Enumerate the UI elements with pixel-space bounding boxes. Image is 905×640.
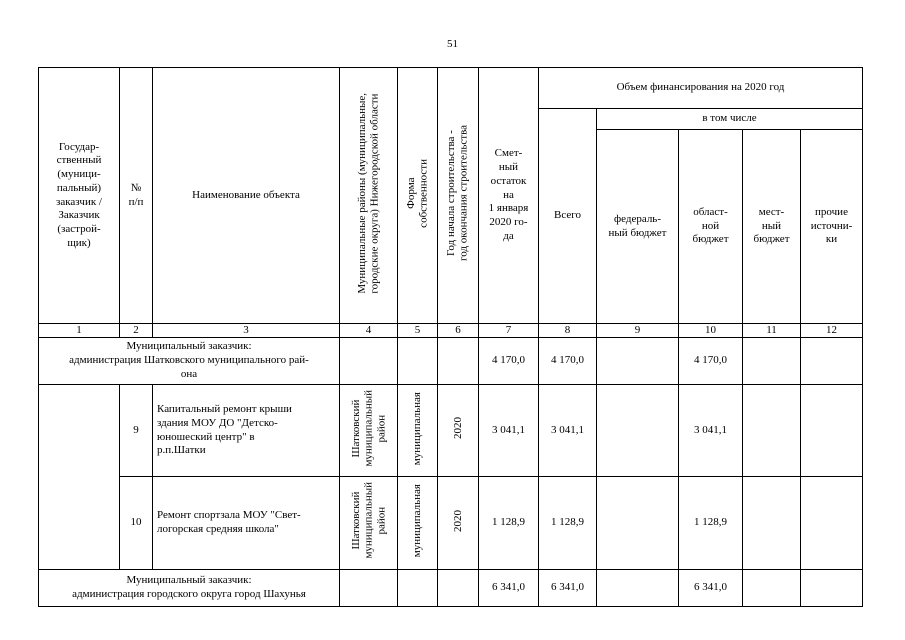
col-index: 2 [120, 324, 153, 338]
row-remainder: 1 128,9 [479, 477, 539, 570]
row-year: 2020 [438, 385, 479, 477]
group-remainder: 4 170,0 [479, 338, 539, 385]
row-local [743, 477, 801, 570]
group-other [801, 570, 863, 607]
row-total: 1 128,9 [539, 477, 597, 570]
row-year: 2020 [438, 477, 479, 570]
header-ownership: Форма собственности [398, 68, 438, 324]
group-summary-row [39, 570, 863, 607]
header-district: Муниципальные районы (муниципальные, городские округа) Нижегородской области [340, 68, 398, 324]
col-index: 6 [438, 324, 479, 338]
group-federal [597, 338, 679, 385]
row-district: Шатковский муниципальный район [340, 477, 398, 570]
col-index: 3 [153, 324, 340, 338]
row-object-name: Ремонт спортзала МОУ "Свет- логорская средняя школа" [153, 477, 340, 570]
group-summary-row [39, 338, 863, 385]
col-index: 12 [801, 324, 863, 338]
col-index: 1 [39, 324, 120, 338]
row-number: 9 [120, 385, 153, 477]
header-years: Год начала строительства - год окончания строительства [438, 68, 479, 324]
col-index: 10 [679, 324, 743, 338]
row-regional: 3 041,1 [679, 385, 743, 477]
header-customer: Государ- ственный (муници- пальный) заказчик / Заказчик (застрой- щик) [39, 68, 120, 324]
header-including: в том числе [597, 109, 863, 130]
group-customer: Муниципальный заказчик: администрация городского округа город Шахунья [39, 570, 340, 607]
header-object-name: Наименование объекта [153, 68, 340, 324]
group-local [743, 570, 801, 607]
row-customer-empty [39, 385, 120, 570]
page-number: 51 [447, 38, 458, 50]
row-other [801, 477, 863, 570]
col-index: 9 [597, 324, 679, 338]
col-index: 4 [340, 324, 398, 338]
col-index: 11 [743, 324, 801, 338]
row-number: 10 [120, 477, 153, 570]
header-number: № п/п [120, 68, 153, 324]
header-remainder: Смет- ный остаток на 1 января 2020 го- да [479, 68, 539, 324]
row-district: Шатковский муниципальный район [340, 385, 398, 477]
header-regional: област- ной бюджет [679, 130, 743, 324]
header-local: мест- ный бюджет [743, 130, 801, 324]
group-other [801, 338, 863, 385]
group-remainder: 6 341,0 [479, 570, 539, 607]
group-regional: 4 170,0 [679, 338, 743, 385]
row-ownership: муниципальная [398, 385, 438, 477]
header-financing: Объем финансирования на 2020 год [539, 68, 863, 109]
header-federal: федераль- ный бюджет [597, 130, 679, 324]
header-total: Всего [539, 109, 597, 324]
group-federal [597, 570, 679, 607]
row-federal [597, 385, 679, 477]
row-other [801, 385, 863, 477]
row-remainder: 3 041,1 [479, 385, 539, 477]
row-federal [597, 477, 679, 570]
financing-table [38, 67, 863, 607]
row-ownership: муниципальная [398, 477, 438, 570]
row-local [743, 385, 801, 477]
group-total: 6 341,0 [539, 570, 597, 607]
row-object-name: Капитальный ремонт крыши здания МОУ ДО "Детско- юношеский центр" в р.п.Шатки [153, 385, 340, 477]
group-local [743, 338, 801, 385]
group-regional: 6 341,0 [679, 570, 743, 607]
group-total: 4 170,0 [539, 338, 597, 385]
col-index: 5 [398, 324, 438, 338]
row-regional: 1 128,9 [679, 477, 743, 570]
header-other: прочие источни- ки [801, 130, 863, 324]
col-index: 7 [479, 324, 539, 338]
col-index: 8 [539, 324, 597, 338]
group-customer: Муниципальный заказчик: администрация Шатковского муниципального рай- она [39, 338, 340, 385]
table-row [39, 477, 863, 570]
row-total: 3 041,1 [539, 385, 597, 477]
table-row [39, 385, 863, 477]
